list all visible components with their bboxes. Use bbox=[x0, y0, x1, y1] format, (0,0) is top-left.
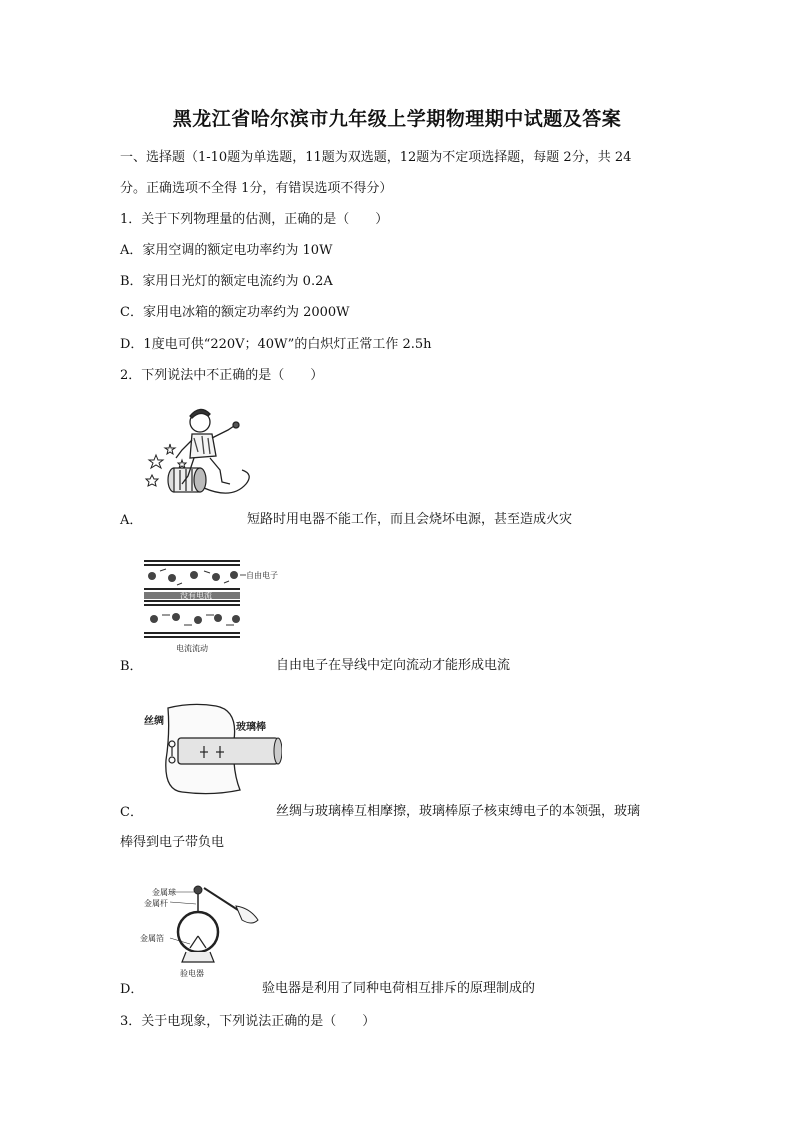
question-2-option-d-letter: D． bbox=[120, 982, 144, 997]
figure-silk-glass-rod bbox=[142, 700, 282, 800]
label-metal-rod: 金属杆 bbox=[144, 899, 168, 908]
question-2-option-c-letter: C． bbox=[120, 805, 143, 820]
section-header-line-2: 分。正确选项不全得 1分，有错误选项不得分） bbox=[120, 181, 393, 196]
label-no-current: 没有电流 bbox=[180, 591, 212, 600]
question-2-option-a-letter: A． bbox=[120, 513, 143, 528]
question-2-stem: 2．下列说法中不正确的是（ ） bbox=[120, 368, 324, 383]
figure-free-electrons bbox=[142, 557, 282, 653]
figure-electroscope bbox=[140, 880, 266, 980]
label-glass-rod: 玻璃棒 bbox=[236, 722, 266, 733]
question-3-stem: 3．关于电现象，下列说法正确的是（ ） bbox=[120, 1014, 376, 1029]
question-2-option-a-text: 短路时用电器不能工作，而且会烧坏电源，甚至造成火灾 bbox=[247, 512, 573, 527]
section-header-line-1: 一、选择题（1-10题为单选题，11题为双选题，12题为不定项选择题，每题 2分，共 24 bbox=[120, 150, 632, 165]
label-electroscope: 验电器 bbox=[180, 969, 204, 978]
question-2-option-c-text: 丝绸与玻璃棒互相摩擦，玻璃棒原子核束缚电子的本领强，玻璃 bbox=[276, 804, 641, 819]
question-2-option-c-text-continued: 棒得到电子带负电 bbox=[120, 835, 225, 850]
label-free-electron: 自由电子 bbox=[246, 571, 278, 580]
question-1-stem: 1．关于下列物理量的估测，正确的是（ ） bbox=[120, 212, 389, 227]
label-metal-ball: 金属球 bbox=[152, 888, 176, 897]
label-silk: 丝绸 bbox=[144, 716, 164, 727]
question-2-option-b-letter: B． bbox=[120, 659, 143, 674]
question-1-option-c: C．家用电冰箱的额定功率约为 2000W bbox=[120, 305, 350, 320]
question-1-option-b: B．家用日光灯的额定电流约为 0.2A bbox=[120, 274, 333, 289]
question-1-option-a: A．家用空调的额定电功率约为 10W bbox=[120, 243, 333, 258]
question-2-option-d-text: 验电器是利用了同种电荷相互排斥的原理制成的 bbox=[262, 981, 536, 996]
page-title: 黑龙江省哈尔滨市九年级上学期物理期中试题及答案 bbox=[172, 108, 622, 130]
figure-short-circuit bbox=[142, 400, 262, 500]
question-1-option-d: D．1度电可供“220V；40W”的白炽灯正常工作 2.5h bbox=[120, 337, 432, 352]
label-metal-foil: 金属箔 bbox=[140, 934, 164, 943]
question-2-option-b-text: 自由电子在导线中定向流动才能形成电流 bbox=[276, 658, 511, 673]
label-current-flow: 电流流动 bbox=[176, 644, 208, 653]
